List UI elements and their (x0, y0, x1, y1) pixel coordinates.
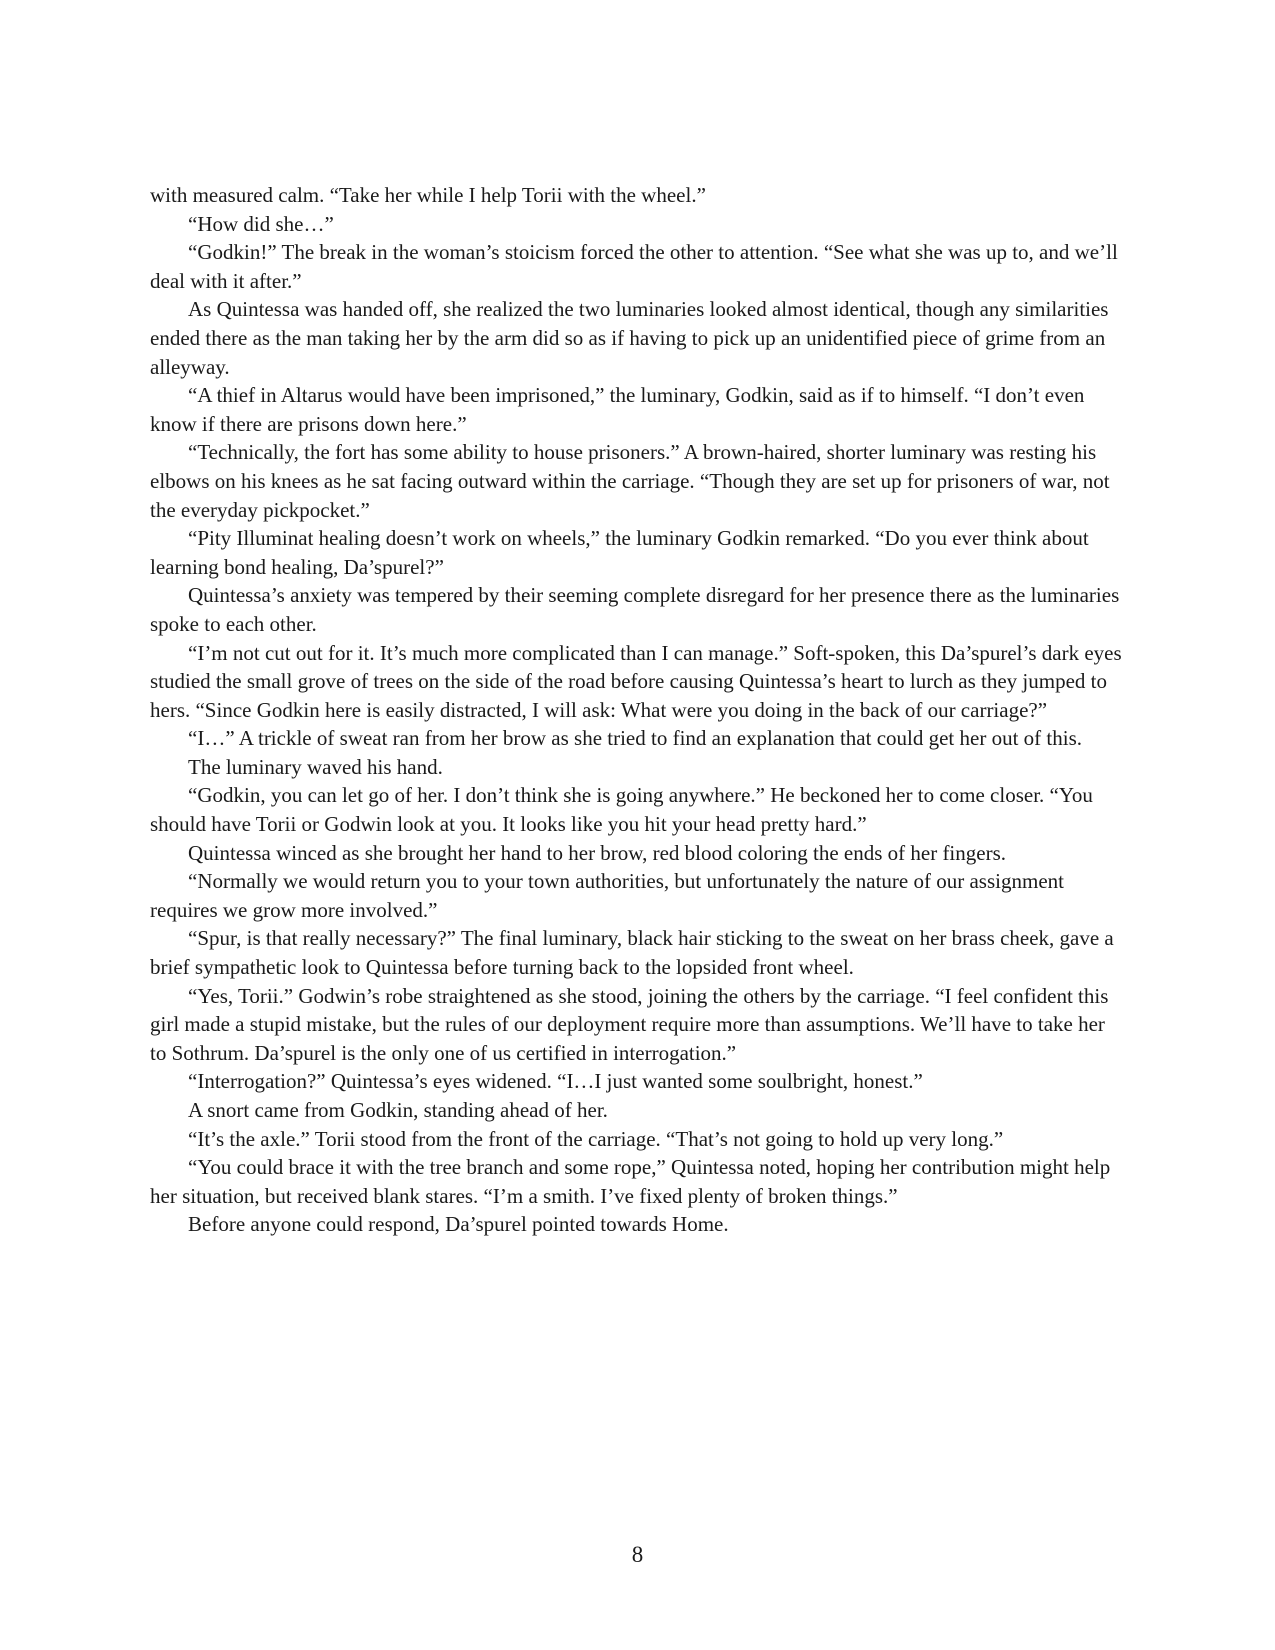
paragraph: The luminary waved his hand. (188, 754, 443, 779)
paragraph: “Technically, the fort has some ability to house prisoners.” A brown-haired, shorter luminary was resting his elbows on his knees as he sat facing outward within the carriage. “Though they are set up for prisoners of war, not the everyday pickpocket.” (150, 440, 1110, 522)
paragraph: “How did she…” (188, 211, 334, 236)
paragraph: “You could brace it with the tree branch and some rope,” Quintessa noted, hoping her contribution might help her situation, but received blank stares. “I’m a smith. I’ve fixed plenty of broken things.” (150, 1155, 1111, 1208)
paragraph: Quintessa winced as she brought her hand to her brow, red blood coloring the ends of her fingers. (188, 840, 1007, 865)
paragraph: “Godkin!” The break in the woman’s stoicism forced the other to attention. “See what she was up to, and we’ll deal with it after.” (150, 240, 1118, 293)
page-number: 8 (631, 1542, 644, 1567)
paragraph: A snort came from Godkin, standing ahead of her. (188, 1098, 608, 1122)
paragraph: “Normally we would return you to your town authorities, but unfortunately the nature of our assignment requires we grow more involved.” (150, 869, 1064, 922)
paragraph: As Quintessa was handed off, she realized the two luminaries looked almost identical, though any similarities ended there as the man taking her by the arm did so as if having to pick up an unidentified piece of grime from an alleyway. (150, 297, 1109, 379)
paragraph: Before anyone could respond, Da’spurel pointed towards Home. (188, 1212, 729, 1237)
paragraph: with measured calm. “Take her while I help Torii with the wheel.” (150, 183, 706, 207)
paragraph: “It’s the axle.” Torii stood from the front of the carriage. “That’s not going to hold up very long.” (188, 1126, 1004, 1151)
paragraph: “A thief in Altarus would have been imprisoned,” the luminary, Godkin, said as if to himself. “I don’t even know if there are prisons down here.” (150, 383, 1085, 436)
paragraph: “Yes, Torii.” Godwin’s robe straightened as she stood, joining the others by the carriage. “I feel confident this girl made a stupid mistake, but the rules of our deployment require more than assumptions. We’ll have to take her to Sothrum. Da’spurel is the only one of us certified in interrogation.” (150, 983, 1109, 1065)
paragraph: “Pity Illuminat healing doesn’t work on wheels,” the luminary Godkin remarked. “Do you ever think about learning bond healing, Da’spurel?” (150, 526, 1089, 579)
body-text (150, 181, 1125, 1239)
paragraph: “Spur, is that really necessary?” The final luminary, black hair sticking to the sweat on her brass cheek, gave a brief sympathetic look to Quintessa before turning back to the lopsided front wheel. (150, 926, 1114, 980)
paragraph: “Godkin, you can let go of her. I don’t think she is going anywhere.” He beckoned her to come closer. “You should have Torii or Godwin look at you. It looks like you hit your head pretty hard.” (150, 783, 1093, 837)
paragraph: “I’m not cut out for it. It’s much more complicated than I can manage.” Soft-spoken, this Da’spurel’s dark eyes studied the small grove of trees on the side of the road before causing Quintessa’s heart to lurch as they jumped to hers. “Since Godkin here is easily distracted, I will ask: What were you doing in the back of our carriage?” (150, 640, 1122, 722)
paragraph: Quintessa’s anxiety was tempered by their seeming complete disregard for her presence there as the luminaries spoke to each other. (150, 583, 1120, 636)
paragraph: “I…” A trickle of sweat ran from her brow as she tried to find an explanation that could get her out of this. (188, 726, 1082, 751)
paragraph: “Interrogation?” Quintessa’s eyes widened. “I…I just wanted some soulbright, honest.” (188, 1069, 923, 1094)
